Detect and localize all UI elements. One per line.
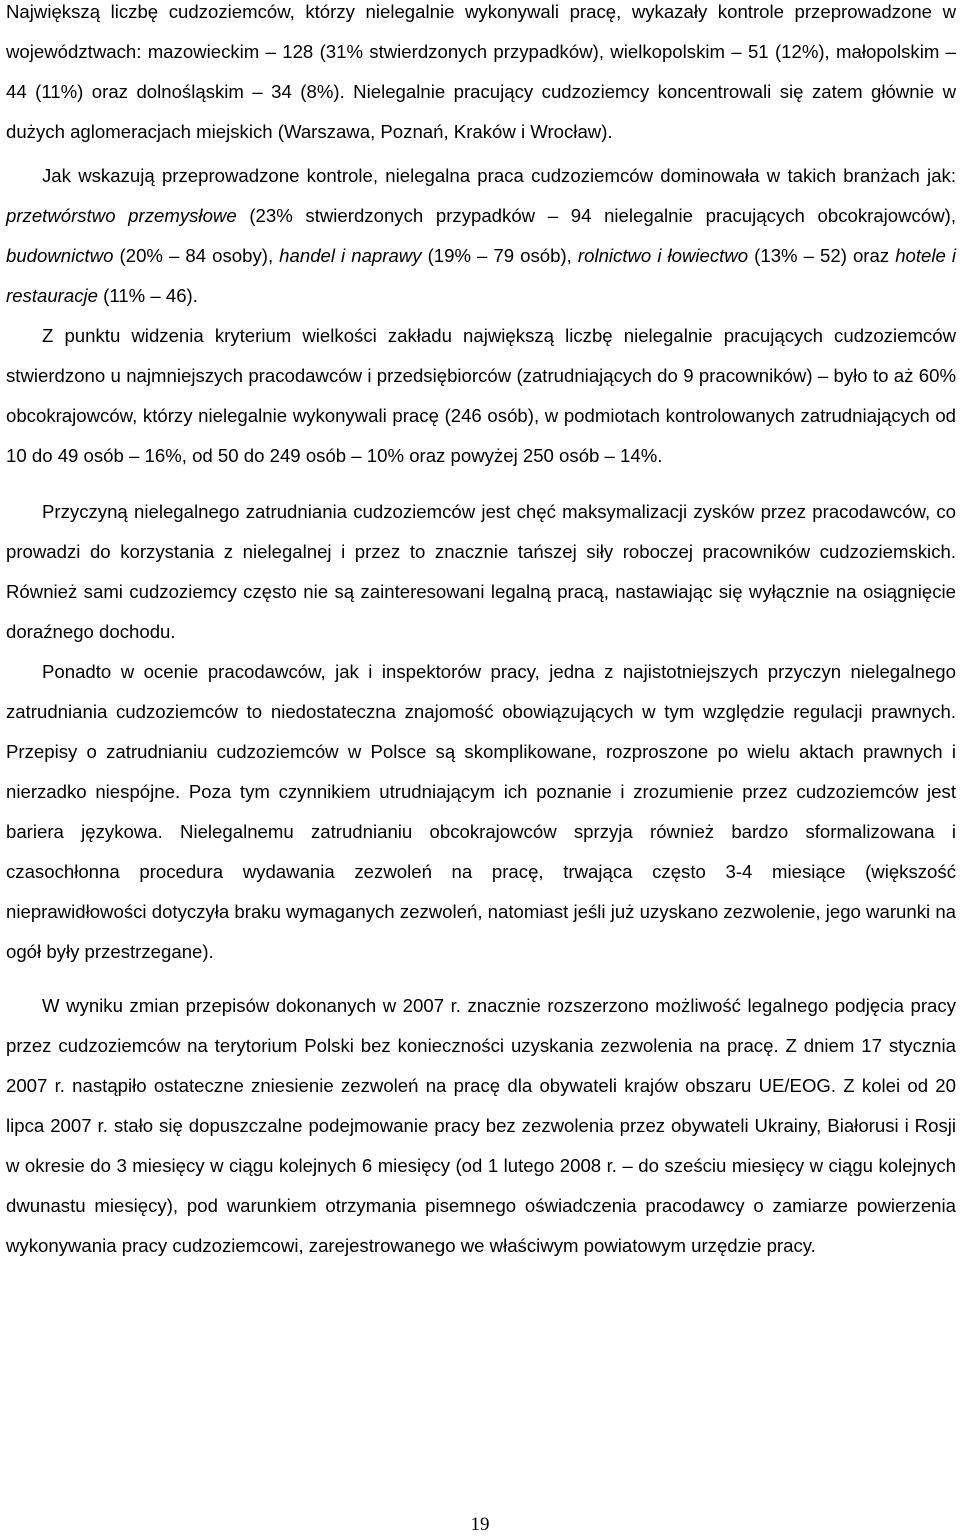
- italic-phrase: handel i naprawy: [279, 245, 422, 266]
- text-run: W wyniku zmian przepisów dokonanych w 2007 r. znacznie rozszerzono możliwość legalnego podjęcia pracy przez cudzoziemców na terytorium Polski bez konieczności uzyskania zezwolenia na pracę. Z dniem 17 stycznia 2007 r. nastąpiło ostateczne zniesienie zezwoleń na pracę dla obywateli krajów obszaru UE/EOG. Z kolei od 20 lipca 2007 r. stało się dopuszczalne podejmowanie pracy bez zezwolenia przez obywateli Ukrainy, Białorusi i Rosji w okresie do 3 miesięcy w ciągu kolejnych 6 miesięcy (od 1 lutego 2008 r. – do sześciu miesięcy w ciągu kolejnych dwunastu miesięcy), pod warunkiem otrzymania pisemnego oświadczenia pracodawcy o zamiarze powierzenia wykonywania pracy cudzoziemcowi, zarejestrowanego we właściwym powiatowym urzędzie pracy.: [6, 995, 956, 1256]
- paragraph: [6, 986, 956, 1266]
- italic-phrase: rolnictwo i łowiectwo: [577, 245, 749, 266]
- text-run: Przyczyną nielegalnego zatrudniania cudzoziemców jest chęć maksymalizacji zysków przez pracodawców, co prowadzi do korzystania z nielegalnej i przez to znacznie tańszej siły roboczej pracowników cudzoziemskich. Również sami cudzoziemcy często nie są zainteresowani legalną pracą, nastawiając się wyłącznie na osiągnięcie doraźnego dochodu.: [6, 501, 956, 642]
- paragraph: [6, 156, 956, 316]
- text-run: Największą liczbę cudzoziemców, którzy nielegalnie wykonywali pracę, wykazały kontrole przeprowadzone w województwach: mazowieckim – 128 (31% stwierdzonych przypadków), wielkopolskim – 51 (12%), małopolskim – 44 (11%) oraz dolnośląskim – 34 (8%). Nielegalnie pracujący cudzoziemcy koncentrowali się zatem głównie w dużych aglomeracjach miejskich (Warszawa, Poznań, Kraków i Wrocław).: [6, 1, 956, 142]
- italic-phrase: budownictwo: [6, 245, 114, 266]
- paragraph: [6, 0, 956, 152]
- paragraph: [6, 652, 956, 972]
- text-run: Z punktu widzenia kryterium wielkości zakładu największą liczbę nielegalnie pracujących cudzoziemców stwierdzono u najmniejszych pracodawców i przedsiębiorców (zatrudniających do 9 pracowników) – było to aż 60% obcokrajowców, którzy nielegalnie wykonywali pracę (246 osób), w podmiotach kontrolowanych zatrudniających od 10 do 49 osób – 16%, od 50 do 249 osób – 10% oraz powyżej 250 osób – 14%.: [6, 325, 956, 466]
- document-body: [6, 0, 956, 1266]
- italic-phrase: hotele i restauracje: [6, 245, 957, 306]
- paragraph: [6, 492, 956, 652]
- text-run: (23% stwierdzonych przypadków – 94 nielegalnie pracujących obcokrajowców),: [236, 205, 956, 226]
- text-run: Jak wskazują przeprowadzone kontrole, nielegalna praca cudzoziemców dominowała w takich branżach jak:: [42, 165, 956, 186]
- paragraph: [6, 316, 956, 476]
- text-run: (13% – 52) oraz: [748, 245, 896, 266]
- italic-phrase: przetwórstwo przemysłowe: [6, 205, 237, 226]
- page-number: 19: [470, 1514, 490, 1535]
- text-run: (20% – 84 osoby),: [113, 245, 280, 266]
- text-run: (11% – 46).: [97, 285, 198, 306]
- text-run: (19% – 79 osób),: [421, 245, 578, 266]
- text-run: Ponadto w ocenie pracodawców, jak i inspektorów pracy, jedna z najistotniejszych przyczyn nielegalnego zatrudniania cudzoziemców to niedostateczna znajomość obowiązujących w tym względzie regulacji prawnych. Przepisy o zatrudnianiu cudzoziemców w Polsce są skomplikowane, rozproszone po wielu aktach prawnych i nierzadko niespójne. Poza tym czynnikiem utrudniającym ich poznanie i zrozumienie przez cudzoziemców jest bariera językowa. Nielegalnemu zatrudnianiu obcokrajowców sprzyja również bardzo sformalizowana i czasochłonna procedura wydawania zezwoleń na pracę, trwająca często 3-4 miesiące (większość nieprawidłowości dotyczyła braku wymaganych zezwoleń, natomiast jeśli już uzyskano zezwolenie, jego warunki na ogół były przestrzegane).: [6, 661, 956, 962]
